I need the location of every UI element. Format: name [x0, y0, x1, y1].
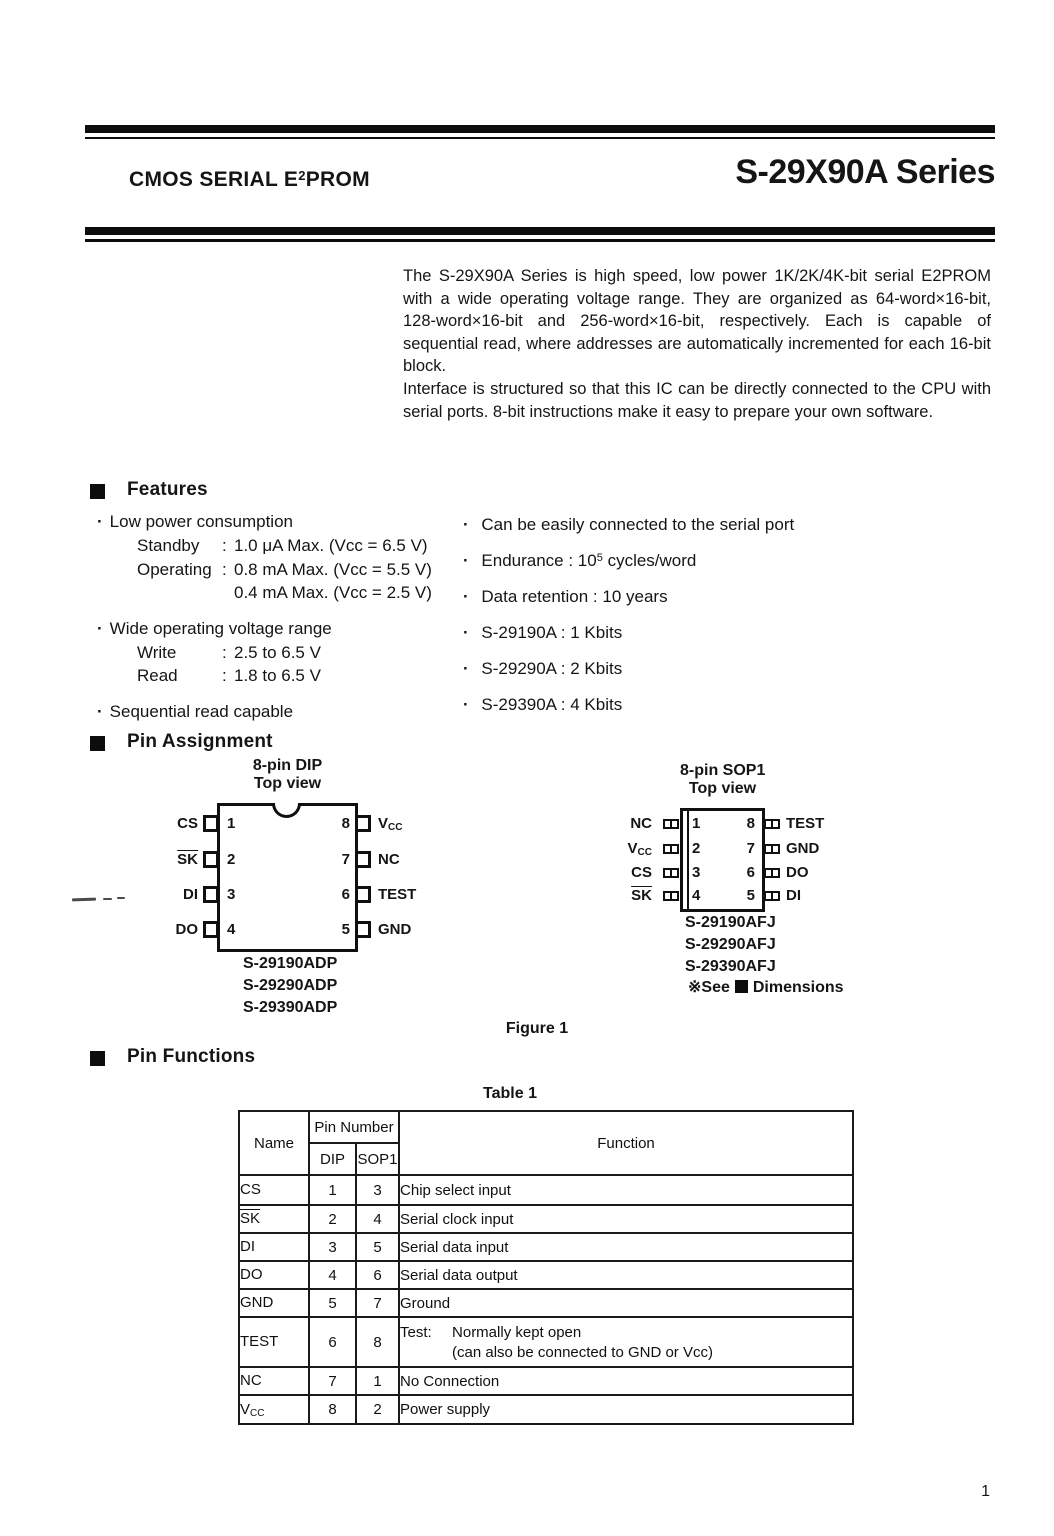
feature-text: Endurance : 10 — [481, 551, 597, 570]
sop-pin-lead — [663, 868, 679, 878]
col-header-sop1: SOP1 — [356, 1143, 399, 1175]
pin-name: TEST — [378, 886, 417, 903]
pin-name: TEST — [786, 815, 825, 832]
pin-name: GND — [378, 921, 412, 938]
cell-name — [239, 1233, 309, 1261]
part-number: S-29390ADP — [243, 999, 338, 1016]
dip-part-numbers — [243, 953, 337, 1019]
sop-pin-lead — [764, 891, 780, 901]
dip-pin-box — [355, 815, 371, 832]
dip-pin-label-right — [378, 851, 400, 869]
sop-pin-number: 6 — [746, 864, 755, 881]
sop-pin-number: 7 — [746, 840, 755, 857]
pin-functions-heading: Pin Functions — [127, 1046, 256, 1067]
cell-function: Power supply — [399, 1395, 853, 1424]
pin-name-sub: CC — [250, 1407, 265, 1419]
cell-name — [239, 1175, 309, 1205]
table-row — [239, 1205, 853, 1233]
cell-dip: 3 — [309, 1233, 356, 1261]
cell-function: Chip select input — [399, 1175, 853, 1205]
sop-pin-label-left — [575, 887, 652, 905]
detail-label: Read — [137, 666, 178, 685]
detail-sep: : — [222, 536, 227, 555]
intro-text — [403, 265, 991, 423]
dip-title-line1: 8-pin DIP — [252, 757, 323, 774]
sop-pin-row — [575, 888, 875, 904]
dip-pin-box — [203, 851, 219, 868]
detail-sep: : — [222, 642, 227, 662]
table-row — [239, 1317, 853, 1367]
pin-name: NC — [630, 815, 652, 832]
note-pre: ※See — [688, 979, 730, 996]
sop-pin-number: 3 — [692, 864, 701, 881]
top-rule-thick — [85, 125, 995, 133]
intro-paragraph-2: Interface is structured so that this IC can be directly connected to the CPU with serial ports. 8-bit instructions make it easy to prepare your own software. — [403, 379, 991, 421]
sop-title-line2: Top view — [688, 780, 757, 797]
cell-sop1: 1 — [356, 1367, 399, 1395]
pin-name: GND — [240, 1294, 274, 1311]
table-row — [239, 1233, 853, 1261]
doc-type-title — [129, 168, 370, 192]
dip-pin-label-right — [378, 886, 416, 904]
feature-item — [463, 618, 794, 645]
pin-name: V — [240, 1400, 251, 1418]
sop-pin-label-right — [786, 815, 824, 833]
pin-name: GND — [786, 840, 820, 857]
feature-item — [463, 582, 794, 609]
detail-value: 2.5 to 6.5 V — [234, 642, 321, 662]
cell-dip: 5 — [309, 1289, 356, 1317]
sop-pin-number: 2 — [692, 840, 701, 857]
features-right-column — [463, 510, 794, 726]
sop-pin-number: 8 — [746, 815, 755, 832]
sop-pin-lead — [663, 844, 679, 854]
pin-name: DI — [240, 1238, 255, 1255]
detail-label: Standby — [137, 536, 200, 555]
cell-name — [239, 1289, 309, 1317]
feature-item — [463, 510, 794, 537]
col-header-name: Name — [239, 1111, 309, 1175]
features-heading: Features — [127, 479, 208, 500]
feature-detail-line — [137, 558, 432, 582]
dip-pin-number: 8 — [341, 815, 350, 832]
cell-sop1: 8 — [356, 1317, 399, 1367]
feature-text: S-29190A : 1 Kbits — [481, 623, 623, 642]
detail-label: Operating — [137, 559, 212, 579]
cell-function: Serial data output — [399, 1261, 853, 1289]
dip-pin-label-right — [378, 815, 402, 833]
function-label: Test: — [400, 1324, 432, 1341]
sop-pin-number: 1 — [692, 815, 701, 832]
table-row — [239, 1289, 853, 1317]
sop-pin-label-left — [575, 840, 652, 858]
feature-details — [137, 534, 432, 605]
part-number: S-29290ADP — [243, 977, 338, 994]
sop-pin-row — [575, 816, 875, 832]
dip-pin-row — [140, 815, 440, 833]
table-header-row — [239, 1111, 853, 1143]
cell-name — [239, 1261, 309, 1289]
dip-pin-row — [140, 851, 440, 869]
sop-package-diagram — [575, 760, 895, 1010]
dip-pin-label-left — [140, 851, 198, 869]
pin-name: DO — [240, 1266, 263, 1283]
sop-pin-number: 4 — [692, 887, 701, 904]
cell-function: Serial clock input — [399, 1205, 853, 1233]
cell-sop1: 7 — [356, 1289, 399, 1317]
dip-pin-box — [203, 921, 219, 938]
feature-sup: 5 — [596, 552, 603, 564]
dip-pin-label-left — [140, 886, 198, 904]
cell-function: Serial data input — [399, 1233, 853, 1261]
part-number: S-29390AFJ — [685, 958, 776, 975]
dip-pin-number: 6 — [341, 886, 350, 903]
pin-name: NC — [240, 1372, 262, 1389]
detail-label: Write — [137, 642, 177, 662]
sop-pin-lead — [663, 819, 679, 829]
sop-pin-label-right — [786, 864, 809, 882]
section-square-icon — [90, 484, 105, 499]
sop-pin-row — [575, 841, 875, 857]
features-left-column — [97, 510, 432, 724]
cell-function: Ground — [399, 1289, 853, 1317]
dip-pin-box — [355, 886, 371, 903]
scan-artifact-dashes — [72, 895, 132, 903]
dip-pin-number: 7 — [341, 851, 350, 868]
dip-pin-row — [140, 886, 440, 904]
sop-part-numbers — [685, 912, 776, 978]
top-rule-thin — [85, 137, 995, 139]
dip-title — [217, 757, 358, 793]
sop-title — [680, 762, 765, 798]
section-square-icon — [90, 1051, 105, 1066]
detail-sep: : — [222, 559, 227, 579]
sop-pin-lead — [764, 819, 780, 829]
feature-item: · Wide operating voltage range — [97, 617, 432, 641]
feature-details — [137, 641, 432, 688]
dip-pin-box — [203, 886, 219, 903]
pin-name: DI — [183, 886, 198, 903]
col-header-pin-number: Pin Number — [309, 1111, 399, 1143]
sop-dimensions-note — [688, 977, 844, 997]
feature-text: S-29290A : 2 Kbits — [481, 659, 623, 678]
pin-name: DI — [786, 887, 801, 904]
pin-name-sub: CC — [637, 847, 652, 858]
pin-assignment-heading: Pin Assignment — [127, 731, 273, 752]
detail-sep: : — [222, 666, 227, 685]
cell-sop1: 2 — [356, 1395, 399, 1424]
cell-dip: 4 — [309, 1261, 356, 1289]
dip-pin-number: 3 — [227, 886, 236, 903]
table-row — [239, 1395, 853, 1424]
doc-type-pre: CMOS SERIAL E — [129, 168, 299, 191]
figure-caption: Figure 1 — [505, 1020, 569, 1037]
cell-dip: 2 — [309, 1205, 356, 1233]
feature-item: · Sequential read capable — [97, 700, 432, 724]
feature-item — [463, 546, 794, 573]
pin-name: DO — [175, 921, 198, 938]
detail-value: 1.8 to 6.5 V — [234, 666, 321, 685]
cell-name — [239, 1317, 309, 1367]
feature-detail-line — [137, 534, 432, 558]
dip-pin-box — [355, 851, 371, 868]
pin-name: V — [627, 840, 638, 857]
cell-function: No Connection — [399, 1367, 853, 1395]
pin-name: CS — [177, 815, 198, 832]
feature-text: S-29390A : 4 Kbits — [481, 695, 623, 714]
pin-name: CS — [240, 1181, 261, 1198]
pin-functions-table — [238, 1110, 854, 1425]
sop-pin-label-left — [575, 815, 652, 833]
cell-name — [239, 1395, 309, 1424]
cell-function — [399, 1317, 853, 1367]
note-post: Dimensions — [752, 979, 844, 996]
dip-pin-box — [203, 815, 219, 832]
pin-name: V — [378, 815, 389, 832]
cell-sop1: 3 — [356, 1175, 399, 1205]
sop-pin-label-left — [575, 864, 652, 882]
pin-name: $\overline{SK}$ — [177, 851, 198, 868]
part-number: S-29290AFJ — [685, 936, 776, 953]
dip-pin-number: 5 — [341, 921, 350, 938]
col-header-dip: DIP — [309, 1143, 356, 1175]
dip-pin-label-right — [378, 921, 411, 939]
pin-name-sub: CC — [388, 822, 403, 833]
cell-name — [239, 1205, 309, 1233]
cell-dip: 7 — [309, 1367, 356, 1395]
cell-dip: 1 — [309, 1175, 356, 1205]
detail-value: 0.4 mA Max. (Vcc = 2.5 V) — [234, 583, 432, 602]
dip-pin-number: 4 — [227, 921, 236, 938]
dip-title-line2: Top view — [253, 775, 322, 792]
dip-package-diagram — [140, 757, 440, 1027]
table-caption: Table 1 — [483, 1085, 537, 1102]
page-number: 1 — [981, 1483, 990, 1500]
dip-pin-number: 2 — [227, 851, 236, 868]
table-row — [239, 1175, 853, 1205]
cell-dip: 8 — [309, 1395, 356, 1424]
cell-sop1: 4 — [356, 1205, 399, 1233]
sop-pin-lead — [663, 891, 679, 901]
feature-item — [463, 654, 794, 681]
sop-pin-row — [575, 865, 875, 881]
table-row — [239, 1367, 853, 1395]
detail-value: 1.0 μA Max. (Vcc = 6.5 V) — [234, 536, 428, 555]
doc-type-sup: 2 — [298, 168, 306, 183]
feature-item — [463, 690, 794, 717]
feature-detail-line — [137, 664, 432, 688]
sop-pin-label-right — [786, 887, 801, 905]
cell-dip: 6 — [309, 1317, 356, 1367]
sop-title-line1: 8-pin SOP1 — [680, 762, 766, 779]
doc-type-post: PROM — [305, 168, 370, 191]
sop-pin-lead — [764, 868, 780, 878]
dip-pin-label-left — [140, 921, 198, 939]
cell-sop1: 6 — [356, 1261, 399, 1289]
feature-text: Data retention : 10 years — [481, 587, 668, 606]
dip-pin-label-left — [140, 815, 198, 833]
header-bottom-rule-thin — [85, 239, 995, 242]
feature-item: · Low power consumption — [97, 510, 432, 534]
dip-pin-number: 1 — [227, 815, 236, 832]
cell-name — [239, 1367, 309, 1395]
pin-name: TEST — [240, 1333, 279, 1350]
dip-pin-row — [140, 921, 440, 939]
header-bottom-rule-thick — [85, 227, 995, 235]
feature-detail-line — [137, 581, 432, 605]
pin-functions-table-wrap — [238, 1110, 854, 1425]
series-title: S-29X90A Series — [735, 153, 995, 191]
pin-name: $\overline{SK}$ — [631, 887, 652, 904]
sop-pin-lead — [764, 844, 780, 854]
feature-text-post: cycles/word — [602, 551, 697, 570]
function-text: Normally kept open — [452, 1324, 582, 1341]
cell-sop1: 5 — [356, 1233, 399, 1261]
function-line-2: (can also be connected to GND or Vcc) — [452, 1344, 713, 1361]
intro-paragraph-1: The S-29X90A Series is high speed, low power 1K/2K/4K-bit serial E2PROM with a wide operating voltage range. They are organized as 64-word×16-bit, 128-word×16-bit and 256-word×16-bit, respectively. Each is capable of sequential read, where addresses are automatically incremented for each 16-bit block. — [403, 267, 991, 376]
table-row — [239, 1261, 853, 1289]
pin-name: $\overline{SK}$ — [240, 1210, 261, 1227]
part-number: S-29190AFJ — [685, 914, 776, 931]
pin-name: CS — [631, 864, 652, 881]
function-line-1 — [400, 1323, 852, 1343]
pin-name: NC — [378, 851, 400, 868]
square-bullet-icon — [735, 980, 748, 993]
part-number: S-29190ADP — [243, 955, 338, 972]
sop-pin-number: 5 — [746, 887, 755, 904]
col-header-function: Function — [399, 1111, 853, 1175]
sop-pin-label-right — [786, 840, 819, 858]
feature-detail-line — [137, 641, 432, 665]
feature-text: Can be easily connected to the serial port — [481, 515, 795, 534]
pin-name: DO — [786, 864, 809, 881]
section-square-icon — [90, 736, 105, 751]
detail-value: 0.8 mA Max. (Vcc = 5.5 V) — [234, 559, 432, 579]
dip-pin-box — [355, 921, 371, 938]
